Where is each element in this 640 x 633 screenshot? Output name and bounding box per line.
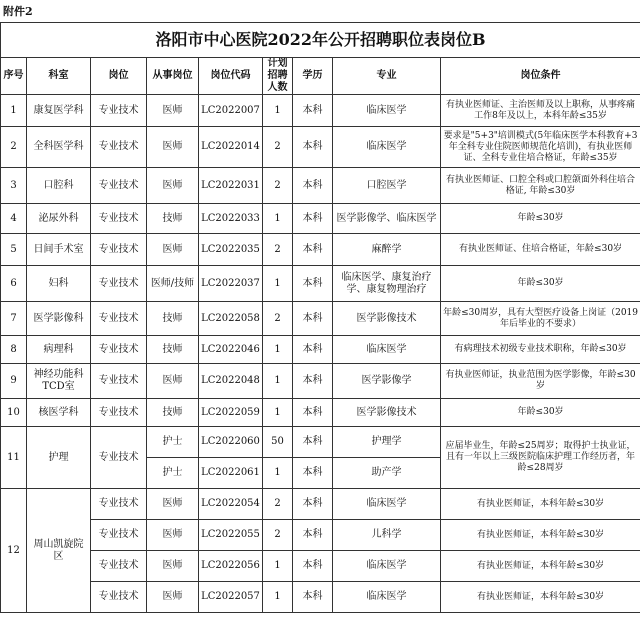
- job-table-container: [0, 22, 640, 613]
- cell-cond: 年龄≤30岁: [441, 266, 640, 302]
- cell-job: 医师: [147, 95, 199, 127]
- cell-code: LC2022058: [199, 302, 263, 336]
- cell-code: LC2022031: [199, 168, 263, 204]
- cell-code: LC2022059: [199, 399, 263, 427]
- cell-no: 2: [1, 127, 27, 168]
- cell-code: LC2022055: [199, 520, 263, 551]
- cell-job: 医师/技师: [147, 266, 199, 302]
- cell-major: 临床医学: [333, 582, 441, 613]
- cell-dept: 泌尿外科: [27, 204, 91, 234]
- cell-edu: 本科: [293, 336, 333, 364]
- cell-cond: 年龄≤30岁: [441, 204, 640, 234]
- table-row: [1, 302, 640, 336]
- cell-cond: 年龄≤30周岁，具有大型医疗设备上岗证（2019年后毕业的不要求）: [441, 302, 640, 336]
- cell-edu: 本科: [293, 582, 333, 613]
- cell-code: LC2022014: [199, 127, 263, 168]
- cell-no: 1: [1, 95, 27, 127]
- cell-major: 麻醉学: [333, 234, 441, 266]
- cell-job: 技师: [147, 399, 199, 427]
- cell-major: 临床医学: [333, 95, 441, 127]
- cell-cond: 有执业医师证，本科年龄≤30岁: [441, 551, 640, 582]
- cell-type: 专业技术: [91, 427, 147, 489]
- cell-num: 1: [263, 399, 293, 427]
- cell-code: LC2022060: [199, 427, 263, 458]
- cell-type: 专业技术: [91, 582, 147, 613]
- cell-cond: 有执业医师证，本科年龄≤30岁: [441, 489, 640, 520]
- cell-dept: 神经功能科TCD室: [27, 364, 91, 399]
- header-row: [1, 58, 640, 95]
- cell-num: 2: [263, 127, 293, 168]
- cell-major: 助产学: [333, 458, 441, 489]
- cell-cond: 有执业医师证、主治医师及以上职称，从事疼痛工作8年及以上，本科年龄≤35岁: [441, 95, 640, 127]
- cell-major: 临床医学: [333, 551, 441, 582]
- cell-dept: 日间手术室: [27, 234, 91, 266]
- cell-major: 儿科学: [333, 520, 441, 551]
- cell-major: 医学影像学: [333, 364, 441, 399]
- cell-edu: 本科: [293, 302, 333, 336]
- cell-no: 12: [1, 489, 27, 613]
- cell-edu: 本科: [293, 364, 333, 399]
- cell-edu: 本科: [293, 399, 333, 427]
- cell-type: 专业技术: [91, 127, 147, 168]
- cell-num: 1: [263, 364, 293, 399]
- page-title: 洛阳市中心医院2022年公开招聘职位表岗位B: [1, 23, 640, 58]
- cell-num: 1: [263, 336, 293, 364]
- cell-dept: 护理: [27, 427, 91, 489]
- cell-type: 专业技术: [91, 520, 147, 551]
- cell-cond: 有执业医师证，本科年龄≤30岁: [441, 520, 640, 551]
- cell-job: 护士: [147, 427, 199, 458]
- table-row: [1, 336, 640, 364]
- cell-major: 临床医学: [333, 336, 441, 364]
- cell-edu: 本科: [293, 458, 333, 489]
- cell-major: 临床医学、康复治疗学、康复物理治疗: [333, 266, 441, 302]
- cell-num: 1: [263, 204, 293, 234]
- cell-num: 2: [263, 234, 293, 266]
- cell-dept: 全科医学科: [27, 127, 91, 168]
- cell-job: 技师: [147, 204, 199, 234]
- table-row: [1, 551, 640, 582]
- cell-cond: 应届毕业生，年龄≤25周岁；取得护士执业证，且有一年以上三级医院临床护理工作经历者，年龄≤28周岁: [441, 427, 640, 489]
- cell-type: 专业技术: [91, 168, 147, 204]
- header-edu: 学历: [293, 58, 333, 95]
- cell-no: 6: [1, 266, 27, 302]
- cell-code: LC2022056: [199, 551, 263, 582]
- header-dept: 科室: [27, 58, 91, 95]
- cell-edu: 本科: [293, 427, 333, 458]
- table-row: [1, 204, 640, 234]
- table-row: [1, 427, 640, 458]
- cell-code: LC2022037: [199, 266, 263, 302]
- header-major: 专业: [333, 58, 441, 95]
- cell-job: 技师: [147, 302, 199, 336]
- cell-no: 8: [1, 336, 27, 364]
- cell-dept: 口腔科: [27, 168, 91, 204]
- cell-type: 专业技术: [91, 302, 147, 336]
- cell-dept: 周山凯旋院区: [27, 489, 91, 613]
- cell-num: 1: [263, 582, 293, 613]
- cell-num: 1: [263, 458, 293, 489]
- cell-code: LC2022007: [199, 95, 263, 127]
- cell-type: 专业技术: [91, 266, 147, 302]
- cell-job: 护士: [147, 458, 199, 489]
- table-row: [1, 266, 640, 302]
- cell-dept: 妇科: [27, 266, 91, 302]
- header-code: 岗位代码: [199, 58, 263, 95]
- cell-num: 2: [263, 489, 293, 520]
- cell-num: 1: [263, 551, 293, 582]
- cell-job: 医师: [147, 127, 199, 168]
- cell-no: 4: [1, 204, 27, 234]
- cell-edu: 本科: [293, 520, 333, 551]
- cell-job: 技师: [147, 336, 199, 364]
- cell-edu: 本科: [293, 551, 333, 582]
- table-row: [1, 168, 640, 204]
- table-row: [1, 582, 640, 613]
- cell-cond: 有执业医师证，执业范围为医学影像，年龄≤30岁: [441, 364, 640, 399]
- cell-major: 护理学: [333, 427, 441, 458]
- header-cond: 岗位条件: [441, 58, 640, 95]
- cell-edu: 本科: [293, 95, 333, 127]
- table-row: [1, 234, 640, 266]
- table-row: [1, 364, 640, 399]
- cell-code: LC2022046: [199, 336, 263, 364]
- header-type: 岗位: [91, 58, 147, 95]
- cell-job: 医师: [147, 168, 199, 204]
- cell-cond: 有执业医师证，本科年龄≤30岁: [441, 582, 640, 613]
- cell-edu: 本科: [293, 266, 333, 302]
- cell-job: 医师: [147, 364, 199, 399]
- cell-cond: 有病理技术初级专业技术职称，年龄≤30岁: [441, 336, 640, 364]
- cell-no: 9: [1, 364, 27, 399]
- cell-num: 2: [263, 520, 293, 551]
- cell-code: LC2022048: [199, 364, 263, 399]
- cell-cond: 要求是"5+3"培训模式(5年临床医学本科教育+3年全科专业住院医师规范化培训)，有执业医师证、全科专业住培合格证，年龄≤35岁: [441, 127, 640, 168]
- cell-edu: 本科: [293, 489, 333, 520]
- cell-num: 2: [263, 168, 293, 204]
- header-job: 从事岗位: [147, 58, 199, 95]
- cell-job: 医师: [147, 234, 199, 266]
- table-row: [1, 520, 640, 551]
- cell-type: 专业技术: [91, 399, 147, 427]
- cell-num: 50: [263, 427, 293, 458]
- cell-major: 临床医学: [333, 127, 441, 168]
- cell-job: 医师: [147, 551, 199, 582]
- header-num: 计划招聘人数: [263, 58, 293, 95]
- cell-no: 5: [1, 234, 27, 266]
- cell-code: LC2022033: [199, 204, 263, 234]
- cell-edu: 本科: [293, 168, 333, 204]
- cell-no: 3: [1, 168, 27, 204]
- cell-type: 专业技术: [91, 204, 147, 234]
- cell-cond: 有执业医师证、口腔全科或口腔颌面外科住培合格证, 年龄≤30岁: [441, 168, 640, 204]
- cell-major: 医学影像技术: [333, 399, 441, 427]
- cell-type: 专业技术: [91, 364, 147, 399]
- table-row: [1, 399, 640, 427]
- table-row: [1, 127, 640, 168]
- table-row: [1, 95, 640, 127]
- cell-job: 医师: [147, 520, 199, 551]
- cell-dept: 康复医学科: [27, 95, 91, 127]
- cell-edu: 本科: [293, 127, 333, 168]
- job-table: [0, 22, 640, 613]
- cell-code: LC2022035: [199, 234, 263, 266]
- cell-type: 专业技术: [91, 551, 147, 582]
- cell-edu: 本科: [293, 204, 333, 234]
- cell-job: 医师: [147, 489, 199, 520]
- cell-major: 医学影像技术: [333, 302, 441, 336]
- cell-code: LC2022054: [199, 489, 263, 520]
- annex-label: 附件2: [3, 5, 33, 18]
- cell-no: 10: [1, 399, 27, 427]
- header-no: 序号: [1, 58, 27, 95]
- cell-num: 1: [263, 266, 293, 302]
- cell-dept: 医学影像科: [27, 302, 91, 336]
- cell-type: 专业技术: [91, 336, 147, 364]
- cell-cond: 年龄≤30岁: [441, 399, 640, 427]
- cell-edu: 本科: [293, 234, 333, 266]
- cell-major: 医学影像学、临床医学: [333, 204, 441, 234]
- cell-cond: 有执业医师证、住培合格证，年龄≤30岁: [441, 234, 640, 266]
- cell-code: LC2022057: [199, 582, 263, 613]
- cell-dept: 核医学科: [27, 399, 91, 427]
- cell-num: 2: [263, 302, 293, 336]
- cell-dept: 病理科: [27, 336, 91, 364]
- cell-num: 1: [263, 95, 293, 127]
- table-row: [1, 489, 640, 520]
- cell-no: 7: [1, 302, 27, 336]
- cell-job: 医师: [147, 582, 199, 613]
- cell-major: 口腔医学: [333, 168, 441, 204]
- cell-code: LC2022061: [199, 458, 263, 489]
- cell-type: 专业技术: [91, 234, 147, 266]
- cell-type: 专业技术: [91, 95, 147, 127]
- cell-major: 临床医学: [333, 489, 441, 520]
- cell-no: 11: [1, 427, 27, 489]
- cell-type: 专业技术: [91, 489, 147, 520]
